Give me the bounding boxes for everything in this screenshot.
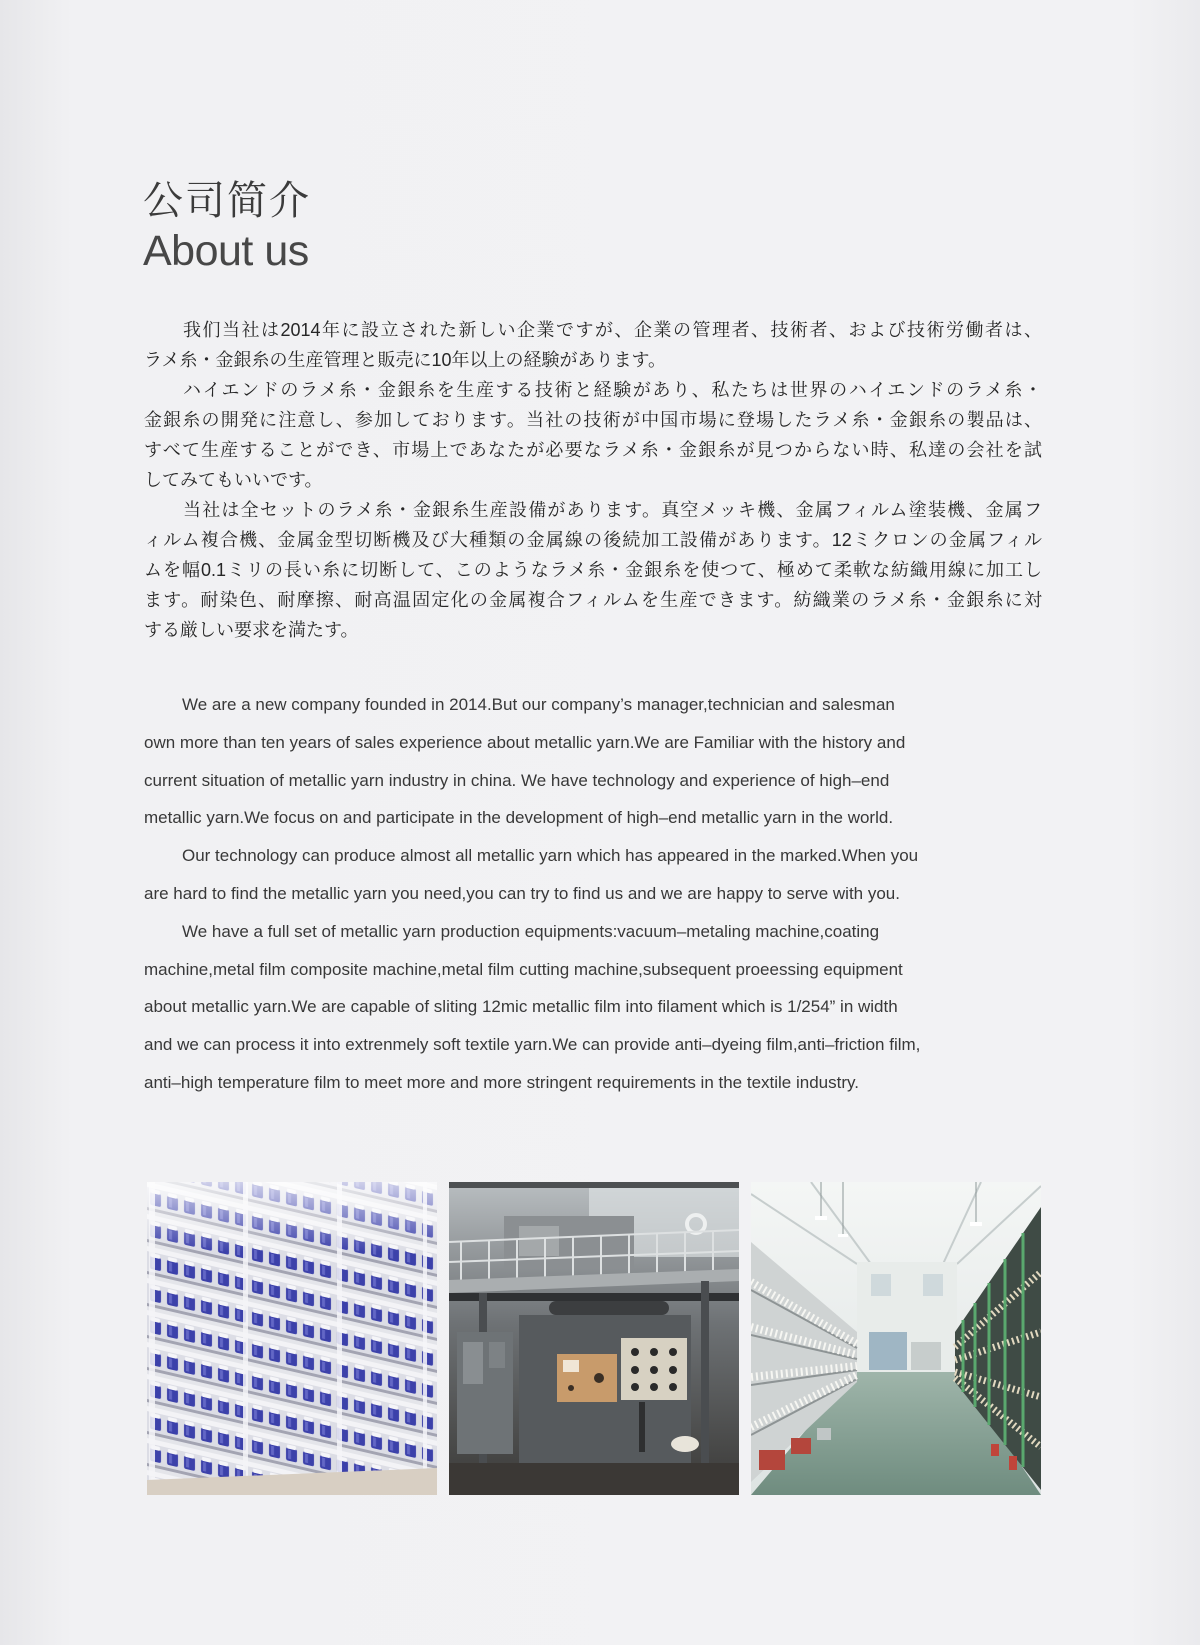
spool-winding-machines-image: [147, 1182, 437, 1495]
page-title-english: About us: [143, 227, 309, 275]
text-line: ハイエンドのラメ糸・金銀糸を生産する技術と経験があり、私たちは世界のハイエンドのラメ糸・: [183, 380, 1042, 400]
page-title-chinese: 公司简介: [143, 179, 311, 223]
text-line: ィルム複合機、金属金型切断機及び大種類の金属線の後続加工設備があります。12ミクロンの金属フィル: [144, 530, 1042, 550]
text-line: 金銀糸の開発に注意し、参加しております。当社の技術が中国市場に登場したラメ糸・金銀糸の製品は、: [144, 410, 1042, 430]
factory-photo-strip: [147, 1182, 1041, 1495]
text-line: ラメ糸・金銀糸の生産管理と販売に10年以上の経験があります。: [144, 350, 667, 370]
coating-machine-image: [449, 1182, 739, 1495]
text-line: anti–high temperature film to meet more and more stringent requirements in the textile industry.: [144, 1072, 859, 1092]
text-line: Our technology can produce almost all metallic yarn which has appeared in the marked.When you: [182, 846, 919, 866]
paragraph: [144, 686, 1044, 837]
text-line: metallic yarn.We focus on and participate in the development of high–end metallic yarn in the world.: [144, 808, 894, 828]
factory-workshop-photo: [751, 1182, 1041, 1495]
factory-workshop-image: [751, 1182, 1041, 1495]
text-line: We are a new company founded in 2014.But our company’s manager,technician and salesman: [182, 695, 895, 714]
text-line: する厳しい要求を満たす。: [144, 620, 359, 640]
japanese-introduction: [144, 315, 1042, 645]
text-line: 我们当社は2014年に設立された新しい企業ですが、企業の管理者、技術者、および技術労働者は、: [183, 320, 1042, 340]
text-line: own more than ten years of sales experience about metallic yarn.We are Familiar with the history and: [144, 732, 906, 752]
text-line: ムを幅0.1ミリの長い糸に切断して、このようなラメ糸・金銀糸を使つて、極めて柔軟な紡織用線に加工し: [144, 560, 1042, 580]
text-line: ます。耐染色、耐摩擦、耐高温固定化の金属複合フィルムを生産できます。紡織業のラメ糸・金銀糸に対: [144, 590, 1042, 610]
paragraph: [144, 315, 1042, 375]
text-line: We have a full set of metallic yarn production equipments:vacuum–metaling machine,coating: [182, 921, 880, 941]
text-line: machine,metal film composite machine,metal film cutting machine,subsequent proeessing equipment: [144, 959, 903, 979]
paragraph: [144, 375, 1042, 495]
text-line: are hard to find the metallic yarn you need,you can try to find us and we are happy to serve with you.: [144, 883, 900, 903]
spool-winding-machines-photo: [147, 1182, 437, 1495]
paragraph: [144, 837, 1044, 913]
page-header: [143, 176, 311, 276]
text-line: about metallic yarn.We are capable of sliting 12mic metallic film into filament which is 1/254” in width: [144, 997, 898, 1017]
text-line: すべて生産することができ、市場上であなたが必要なラメ糸・金銀糸が見つからない時、私達の会社を試: [144, 440, 1042, 460]
text-line: current situation of metallic yarn industry in china. We have technology and experience of high–end: [144, 770, 890, 790]
text-line: 当社は全セットのラメ糸・金銀糸生産設備があります。真空メッキ機、金属フィルム塗装機、金属フ: [183, 500, 1042, 520]
coating-machine-photo: [449, 1182, 739, 1495]
text-line: してみてもいいです。: [144, 470, 323, 490]
paragraph: [144, 913, 1044, 1102]
english-introduction: [144, 686, 1044, 1102]
text-line: and we can process it into extrenmely soft textile yarn.We can provide anti–dyeing film,anti–friction film,: [144, 1035, 921, 1055]
paragraph: [144, 495, 1042, 645]
